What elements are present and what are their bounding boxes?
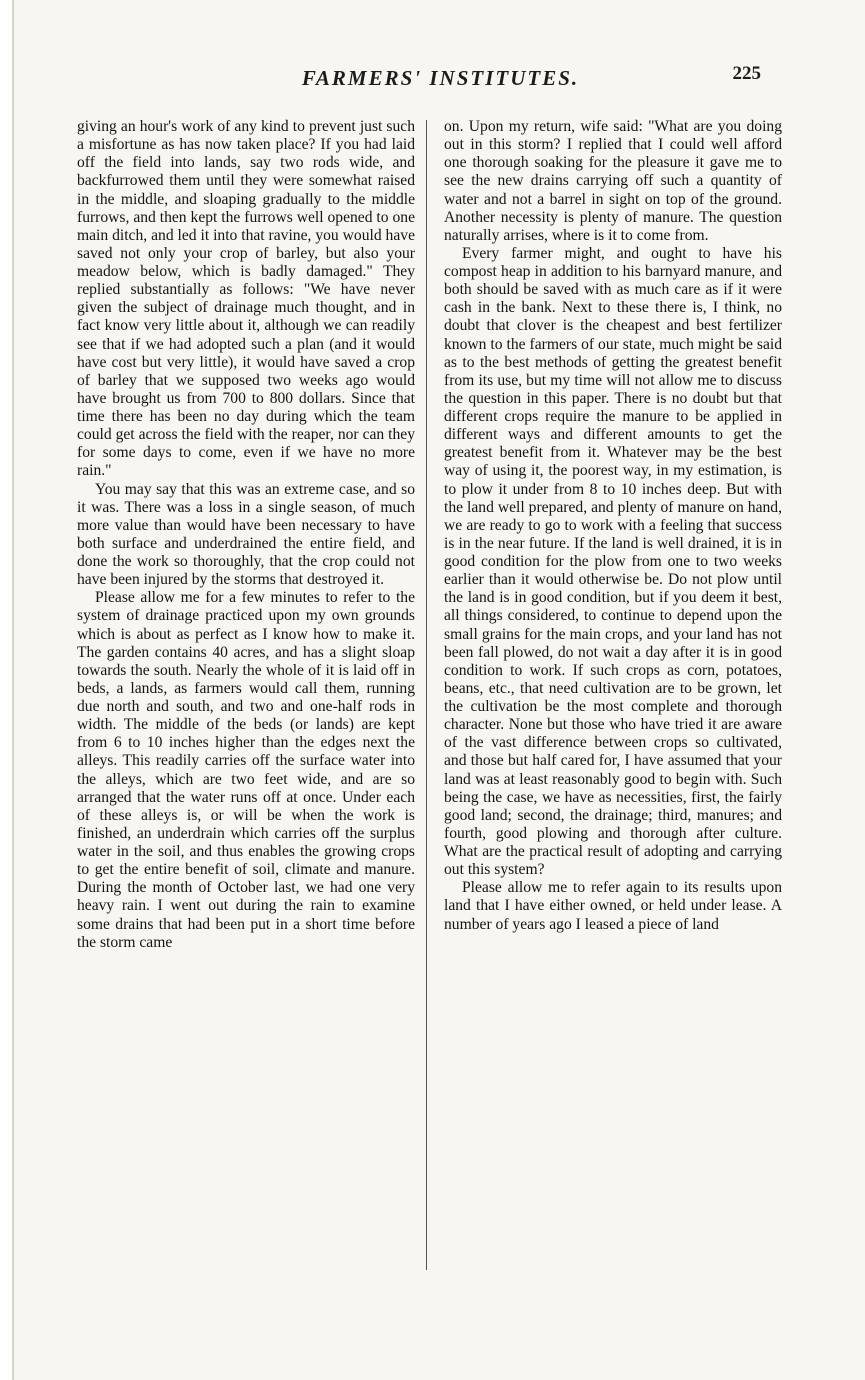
paragraph: Please allow me to refer again to its results upon land that I have either owned, or held under lease. A number of years ago I leased a piece of land — [444, 879, 782, 933]
paragraph: giving an hour's work of any kind to prevent just such a misfortune as has now taken place? If you had laid off the field into lands, say two rods wide, and backfurrowed them until they were somewhat raised in the middle, and sloaping gradually to the middle furrows, and then kept the furrows well opened to one main ditch, and led it into that ravine, you would have saved not only your crop of barley, but also your meadow below, which is badly damaged." They replied substantially as follows: "We have never given the subject of drainage much thought, and in fact know very little about it, although we can readily see that if we had adopted such a plan (and it would have cost but very little), it would have saved a crop of barley that we supposed two weeks ago would have brought us from 700 to 800 dollars. Since that time there has been no day during which the team could get across the field with the reaper, nor can they for some days to come, even if we have no more rain." — [77, 118, 415, 480]
column-divider — [426, 120, 427, 1270]
left-column — [77, 118, 415, 952]
paragraph: You may say that this was an extreme case, and so it was. There was a loss in a single season, of much more value than would have been necessary to have both surface and underdrained the entire field, and done the work so thoroughly, that the crop could not have been injured by the storms that destroyed it. — [77, 480, 415, 589]
right-column — [444, 118, 782, 934]
paragraph: Please allow me for a few minutes to refer to the system of drainage practiced upon my own grounds which is about as perfect as I know how to make it. The garden contains 40 acres, and has a slight sloap towards the south. Nearly the whole of it is laid off in beds, a lands, as farmers would call them, running due north and south, and two and one-half rods in width. The middle of the beds (or lands) are kept from 6 to 10 inches higher than the edges next the alleys. This readily carries off the surface water into the alleys, which are two feet wide, and are so arranged that the water runs off at once. Under each of these alleys is, or will be when the work is finished, an underdrain which carries off the surplus water in the soil, and thus enables the growing crops to get the entire benefit of soil, climate and manure. During the month of October last, we had one very heavy rain. I went out during the rain to examine some drains that had been put in a short time before the storm came — [77, 589, 415, 951]
running-title: FARMERS' INSTITUTES. — [301, 66, 580, 90]
book-page — [12, 0, 865, 1380]
paragraph: on. Upon my return, wife said: "What are you doing out in this storm? I replied that I could well afford one thorough soaking for the pleasure it gave me to see the new drains carrying off such a quantity of water and not a barrel in sight on top of the ground. Another necessity is plenty of manure. The question naturally arrises, where is it to come from. — [444, 118, 782, 244]
page-number: 225 — [732, 63, 761, 84]
paragraph: Every farmer might, and ought to have his compost heap in addition to his barnyard manure, and both should be saved with as much care as if it were cash in the bank. Next to these there is, I think, no doubt that clover is the cheapest and best fertilizer known to the farmers of our state, much might be said as to the best methods of getting the greatest benefit from its use, but my time will not allow me to discuss the question in this paper. There is no doubt but that different crops require the manure to be applied in different ways and different amounts to get the greatest benefit from it. Whatever may be the best way of using it, the poorest way, in my estimation, is to plow it under from 8 to 10 inches deep. But with the land well prepared, and plenty of manure on hand, we are ready to go to work with a feeling that success is in the near future. If the land is well drained, it is in good condition for the plow from one to two weeks earlier than it would otherwise be. Do not plow until the land is in good condition, but if you deem it best, all things considered, to continue to depend upon the small grains for the main crops, and your land has not been fall plowed, do not wait a day after it is in good condition to work. If such crops as corn, potatoes, beans, etc., that need cultivation are to be grown, let the cultivation be the most complete and thorough character. None but those who have tried it are aware of the vast difference between crops so cultivated, and those but half cared for, I have assumed that your land was at least reasonably good to begin with. Such being the case, we have as necessities, first, the fairly good land; second, the drainage; third, manures; and fourth, good plowing and thorough after culture. What are the practical result of adopting and carrying out this system? — [444, 244, 782, 879]
